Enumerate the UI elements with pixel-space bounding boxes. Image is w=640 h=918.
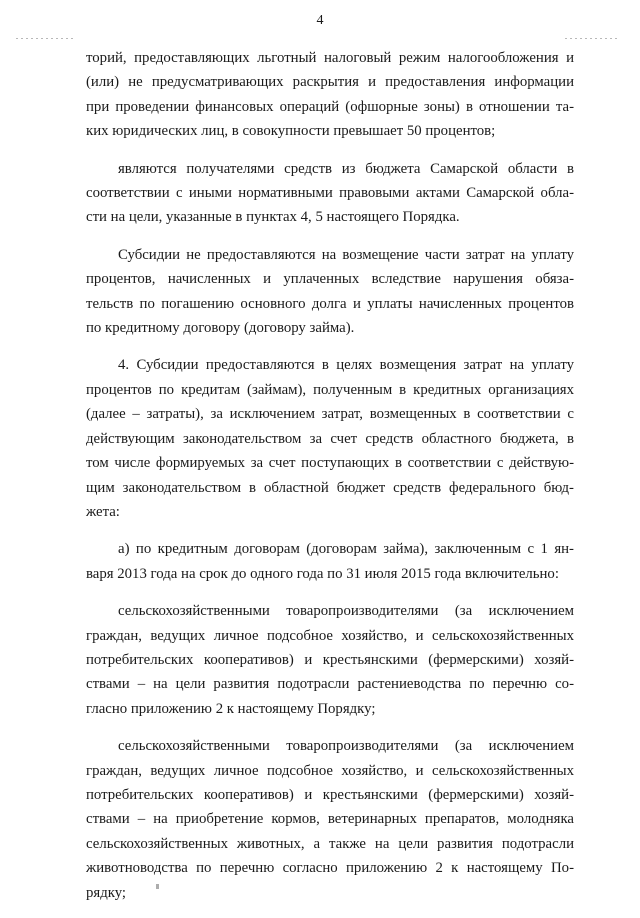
paragraph [86, 157, 574, 230]
text-line: (или) не предусматривающих раскрытия и предоставления информации [86, 74, 574, 91]
paragraph [86, 599, 574, 721]
text-line: ких юридических лиц, в совокупности превышает 50 процентов; [86, 123, 496, 140]
text-line: торий, предоставляющих льготный налоговый режим налогообложения и [86, 50, 574, 66]
text-line: а) по кредитным договорам (договорам займа), заключенным с 1 ян- [118, 541, 574, 558]
text-line: жета: [86, 503, 120, 520]
paragraph [86, 243, 574, 341]
page-number: 4 [316, 13, 324, 28]
text-line: (далее – затраты), за исключением затрат, возмещенных в соответствии с [86, 406, 574, 423]
text-line: действующим законодательством за счет средств областного бюджета, в [86, 430, 574, 447]
text-line: соответствии с иными нормативными правовыми актами Самарской обла- [86, 185, 574, 202]
paragraph [86, 734, 574, 905]
text-line: щим законодательством в областной бюджет средств федерального бюд- [86, 479, 574, 496]
text-line: ствами – на цели развития подотрасли растениеводства по перечню со- [86, 676, 574, 693]
text-line: сельскохозяйственными товаропроизводителями (за исключением [118, 603, 574, 620]
paragraph [86, 537, 574, 586]
text-line: граждан, ведущих личное подсобное хозяйство, и сельскохозяйственных [86, 627, 574, 644]
scan-artifact-left [16, 38, 76, 39]
paragraph [86, 46, 574, 144]
text-line: том числе формируемых за счет поступающих в соответствии с действую- [86, 455, 574, 472]
text-line: по кредитному договору (договору займа). [86, 320, 355, 337]
scan-artifact-right [565, 38, 620, 39]
text-line: сти на цели, указанные в пунктах 4, 5 настоящего Порядка. [86, 209, 460, 226]
text-line: потребительских кооперативов) и крестьянскими (фермерскими) хозяй- [86, 651, 574, 668]
text-line: потребительских кооперативов) и крестьянскими (фермерскими) хозяй- [86, 786, 574, 803]
text-line: при проведении финансовых операций (офшорные зоны) в отношении та- [86, 98, 574, 115]
text-line: рядку; [86, 884, 127, 901]
text-line: процентов по кредитам (займам), полученным в кредитных организациях [86, 381, 574, 398]
text-line: Субсидии не предоставляются на возмещение части затрат на уплату [118, 246, 574, 263]
text-line: 4. Субсидии предоставляются в целях возмещения затрат на уплату [118, 357, 574, 374]
text-line: гласно приложению 2 к настоящему Порядку; [86, 700, 376, 717]
text-line: ствами – на приобретение кормов, ветеринарных препаратов, молодняка [86, 811, 574, 828]
text-line: животноводства по перечню согласно приложению 2 к настоящему По- [86, 860, 574, 877]
scan-artifact-dot [156, 884, 159, 889]
text-line: являются получателями средств из бюджета Самарской области в [118, 160, 574, 177]
text-line: сельскохозяйственных животных, а также на цели развития подотрасли [86, 835, 574, 852]
text-line: сельскохозяйственными товаропроизводителями (за исключением [118, 738, 574, 755]
text-line: тельств по погашению основного долга и уплаты начисленных процентов [86, 295, 574, 312]
paragraph [86, 353, 574, 524]
document-body [86, 46, 574, 918]
text-line: процентов, начисленных и уплаченных вследствие нарушения обяза- [86, 271, 574, 288]
text-line: граждан, ведущих личное подсобное хозяйство, и сельскохозяйственных [86, 762, 574, 779]
text-line: варя 2013 года на срок до одного года по 31 июля 2015 года включительно: [86, 565, 559, 582]
